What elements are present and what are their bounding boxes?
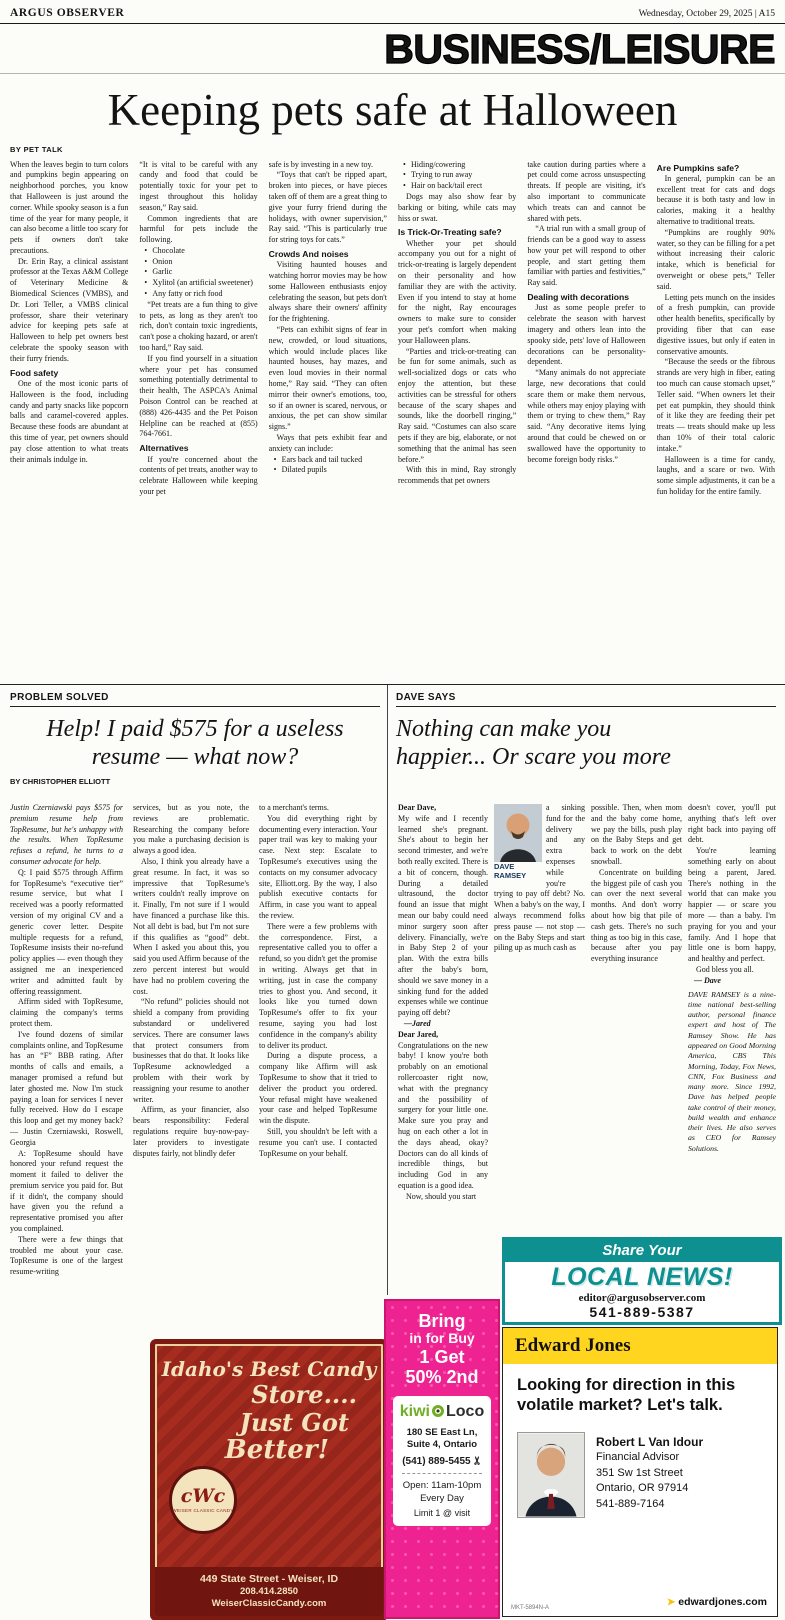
article-paragraph: Dr. Erin Ray, a clinical assistant professor at the Texas A&M College of Veterinary Medicine & Biomedical Sciences (VMBS), and Dr. Lori Teller, a VMBS clinical professor, share their veterinary advice for keeping pets safe at Halloween to help pet owners best celebrate the spooky season with their furry friends. bbox=[10, 256, 129, 363]
candy-logo-monogram: cWc bbox=[180, 1485, 226, 1507]
article-paragraph: “It is vital to be careful with any candy and food that could be potentially toxic for your pet to ingest throughout this holiday season,” Ray said. bbox=[139, 159, 258, 212]
article-paragraph: Visiting haunted houses and watching horror movies may be how some Halloween enthusiasts enjoy celebrating the season, but pets don't always share their owners' affinity for the frightening. bbox=[268, 260, 387, 324]
kiwi-loco-logo bbox=[396, 1403, 488, 1421]
candy-logo-ring-text: WEISER CLASSIC CANDY bbox=[172, 1508, 234, 1513]
problem-solved-headline bbox=[10, 707, 380, 775]
kiwi-promo-line: 1 Get bbox=[419, 1346, 465, 1367]
article-paragraph: There were a few things that troubled me about your case. TopResume is one of the largest resume-writing bbox=[10, 1234, 123, 1277]
candy-website: WeiserClassicCandy.com bbox=[211, 1598, 327, 1609]
advisor-phone: 541-889-7164 bbox=[596, 1497, 665, 1510]
kiwi-slice-icon bbox=[432, 1405, 444, 1417]
article-paragraph: “Pet treats are a fun thing to give to pets, as long as they aren't too rich, don't contain toxic ingredients, can't pose a choking hazard, or aren't too hard,” Ray said. bbox=[139, 299, 258, 353]
article-paragraph: You're learning something early on about being a parent, Jared. There's nothing in the world that can make you happier — or scare you more — than a baby. I'm praying for you and your family. And I hope that little one is born happy, and healthy and perfect. bbox=[688, 846, 776, 964]
article-subhead: Are Pumpkins safe? bbox=[656, 162, 740, 173]
advisor-portrait-image bbox=[517, 1432, 585, 1518]
article-paragraph: safe is by investing in a new toy. bbox=[268, 159, 374, 169]
article-paragraph: If you're concerned about the contents of pet treats, another way to celebrate Halloween while keeping your pet bbox=[139, 454, 258, 496]
article-paragraph: “A trial run with a small group of friends can be a good way to assess how your pet will respond to other people, and start getting them familiar with parties and festivities,” Ray said. bbox=[527, 224, 646, 288]
article-paragraph: Whether your pet should accompany you out for a night of trick-or-treating is largely dependent on their personality and how familiar they are with the activity. Even if you intend to stay at home for the night, Ray encourages owners to make sure to consider your pet's comfort when making your Halloween plans. bbox=[397, 238, 517, 345]
article-paragraph: “Because the seeds or the fibrous strands are very high in fiber, eating too much can cause stomach upset,” Teller said. “When owners let their pet eat pumpkin, they should think of it like they are feeding their pet treats — treats should make up less than 10% of their total caloric intake.” bbox=[656, 357, 775, 453]
edward-jones-website: ➤ edwardjones.com bbox=[666, 1596, 767, 1608]
article-paragraph: “No refund” policies should not shield a company from providing substandard or undelivered services. There are consumer laws that protect consumers from businesses that do that. It looks like TopResume acknowledged a problem with their work by reassigning your resume to another writer. bbox=[133, 997, 249, 1104]
kiwi-address bbox=[396, 1427, 488, 1452]
article-paragraph: When the leaves begin to turn colors and pumpkins begin appearing on neighborhood porches, you know that Halloween is just around the corner. While spooky season is a fun time of the year for many people, it can also become a little too scary for pets if owners don't take precautions. bbox=[10, 159, 129, 255]
article-paragraph: With this in mind, Ray strongly recommends that pet owners bbox=[397, 465, 517, 486]
article-paragraph: I've found dozens of similar complaints online, and TopResume has an “F” BBB rating. After months of calls and emails, a manager promised a refund but later ghosted me. Now I'm stuck paying a loan for services I never fully received. How do I escape this loop and get my money back? — Justin Czerniawski, Roswell, Georgia bbox=[10, 1029, 123, 1147]
candy-ad-script-line: Just Got bbox=[239, 1407, 349, 1437]
article-paragraph: Still, you shouldn't be left with a resume you can't use. I contacted TopResume on your behalf. bbox=[259, 1126, 377, 1158]
article-paragraph: “Parties and trick-or-treating can be fun for some animals, such as well-socialized dogs or cats who enjoy the attention, but these activities can be stressful for others because of the scary shapes and sounds, like the doorbell ringing,” Ray said. “Costumes can also scare pets if they are big, elaborate, or not something that the animal has seen before.” bbox=[397, 346, 517, 464]
headline-line: resume — what now? bbox=[91, 744, 299, 771]
pet-article-column-3 bbox=[269, 160, 387, 672]
article-paragraph: Just as some people prefer to celebrate the season with harvest imagery and others lean into the spooky side, pets' love of Halloween decorations can be personality-dependent. bbox=[527, 303, 646, 367]
advisor-address-line: 351 Sw 1st Street bbox=[596, 1466, 683, 1479]
article-paragraph: Ways that pets exhibit fear and anxiety can include: bbox=[268, 432, 387, 453]
problem-solved-column-3 bbox=[259, 803, 377, 1331]
pet-article-column-2 bbox=[139, 160, 257, 672]
photo-caption: DAVE RAMSEY bbox=[494, 862, 527, 880]
article-paragraph: • Any fatty or rich food bbox=[139, 289, 257, 300]
kiwi-address-line: Suite 4, Ontario bbox=[406, 1439, 478, 1451]
newspaper-name: ARGUS OBSERVER bbox=[10, 7, 125, 19]
weiser-candy-logo bbox=[169, 1466, 237, 1534]
article-paragraph: “Toys that can't be ripped apart, broken into pieces, or have pieces taken off of them are a great thing to give your furry friend during the holidays, with owner supervision,” Ray said. “This is particularly true for string toys for cats.” bbox=[268, 170, 387, 245]
article-paragraph: Concentrate on building the biggest pile of cash you can over the next several months. And don't worry about how big that pile of cash gets. There's no such thing as too big in this case, because after you pay everything insurance bbox=[591, 867, 682, 964]
article-paragraph: Congratulations on the new baby! I know you're both probably on an emotional rollercoaster right now, what with the pregnancy and the possibility of surgery for your little one. Make sure you pray and hug on each other a lot in the days ahead, okay? Doctors can do all kinds of incredible things, but including God in any equation is a good idea. bbox=[398, 1040, 488, 1190]
edward-jones-ad bbox=[502, 1327, 778, 1617]
kiwi-hours bbox=[396, 1480, 488, 1506]
section-banner: BUSINESS/LEISURE bbox=[0, 24, 785, 74]
edward-jones-logo-band bbox=[503, 1328, 777, 1364]
kiwi-promo-line: in for Buy bbox=[409, 1330, 475, 1347]
headline-line: happier... Or scare you more bbox=[396, 744, 671, 771]
candy-phone: 208.414.2850 bbox=[239, 1586, 299, 1597]
article-paragraph: • Trying to run away bbox=[398, 170, 516, 181]
local-news-email: editor@argusobserver.com bbox=[578, 1291, 706, 1304]
article-subhead: Alternatives bbox=[139, 443, 189, 454]
article-paragraph: • Xylitol (an artificial sweetener) bbox=[139, 278, 257, 289]
article-paragraph: —Jared bbox=[404, 1018, 431, 1028]
advisor-block bbox=[503, 1422, 777, 1518]
problem-solved-byline: BY CHRISTOPHER ELLIOTT bbox=[10, 776, 111, 786]
article-paragraph: Dear Jared, bbox=[398, 1029, 439, 1039]
local-news-ad-header: Share Your bbox=[505, 1240, 779, 1262]
article-paragraph: Letting pets munch on the insides of a fresh pumpkin, can provide other health benefits, specifically by providing fiber that can ease digestive issues, but only if eaten in conservative amounts. bbox=[656, 292, 775, 356]
dave-column-1 bbox=[398, 803, 488, 1295]
article-paragraph: God bless you all. bbox=[696, 964, 754, 974]
dave-ramsey-portrait-image bbox=[494, 804, 542, 862]
advisor-role: Financial Advisor bbox=[596, 1451, 680, 1464]
issue-date: Wednesday, October 29, 2025 | A15 bbox=[638, 9, 775, 19]
article-paragraph: “Pets can exhibit signs of fear in new, crowded, or loud situations, which would include places like haunted houses, hay mazes, and even loud movies in their normal home,” Ray said. “They can often mirror their owner's emotions, too, so if an owner is scared, nervous, or anxious, the pet can show similar signs.” bbox=[268, 324, 387, 432]
article-paragraph: If you find yourself in a situation where your pet has consumed something potentially detrimental to their health, The ASPCA's Animal Poison Control can be reached at (888) 426-4435 and the Pet Poison Helpline can be reached at (855) 764-7661. bbox=[139, 353, 258, 439]
kiwi-hours-line: Every Day bbox=[420, 1492, 464, 1504]
dave-says-kicker: DAVE SAYS bbox=[396, 687, 776, 707]
article-paragraph: One of the most iconic parts of Halloween is the food, including candy and party snacks like popcorn balls and caramel-covered apples. Because these foods are abundant at this time of year, pet owners should pay close attention to what treats their animals indulge in. bbox=[10, 378, 129, 464]
article-paragraph: • Dilated pupils bbox=[269, 465, 387, 476]
main-headline: Keeping pets safe at Halloween bbox=[107, 85, 678, 136]
candy-ad-script-line: Better! bbox=[224, 1435, 329, 1466]
article-paragraph: • Hair on back/tail erect bbox=[398, 181, 516, 192]
article-paragraph: Affirm, as your financier, also bears responsibility: Federal regulations require buy-now-pay-later providers to investigate disputes fairly, not blindly defer bbox=[133, 1105, 249, 1158]
article-paragraph: • Ears back and tail tucked bbox=[269, 455, 387, 466]
edward-jones-headline: Looking for direction in this volatile market? Let's talk. bbox=[517, 1376, 736, 1414]
article-paragraph: doesn't cover, you'll put anything that's left over right back into paying off debt. bbox=[688, 803, 776, 845]
article-paragraph: Common ingredients that are harmful for pets include the following. bbox=[139, 213, 258, 245]
article-paragraph: My wife and I recently learned she's pregnant. She's about to begin her second trimester, and we're both really excited. There is a bit of concern, though. During a detailed ultrasound, the doctor found an issue that might mean our baby could need minor surgery soon after delivery. Financially, we're in Baby Step 2 of your plan. With the extra bills after the baby's born, should we save money in a sinking fund for the added expenses while we continue paying off debt? bbox=[398, 813, 488, 1018]
dave-says-header bbox=[396, 687, 776, 775]
kiwi-loco-ad bbox=[384, 1299, 500, 1619]
loco-brand-text: Loco bbox=[446, 1403, 485, 1421]
advisor-name: Robert L Van Idour bbox=[596, 1434, 704, 1449]
article-paragraph: Dear Dave, bbox=[398, 803, 437, 812]
local-news-phone: 541-889-5387 bbox=[589, 1303, 695, 1320]
article-paragraph: Justin Czerniawski pays $575 for premium resume help from TopResume, but he's unhappy with the results. When TopResume refuses a refund, he turns to a consumer advocate for help. bbox=[10, 803, 123, 866]
article-paragraph: • Garlic bbox=[139, 267, 257, 278]
article-paragraph: • Onion bbox=[139, 257, 257, 268]
article-paragraph: take caution during parties where a pet could come across unsuspecting threats. If people are visiting, it's also important to communicate which treats can and cannot be shared with pets. bbox=[527, 159, 646, 223]
problem-solved-kicker: PROBLEM SOLVED bbox=[10, 687, 380, 707]
kiwi-brand-text: kiwi bbox=[399, 1403, 430, 1421]
article-paragraph: There were a few problems with the correspondence. First, a representative called you to offer a refund, so you didn't get the promise in writing. Always get that in writing, just in case the company tries to ghost you. And second, it looks like you turned down TopResume's offer to fix your resume, saying you had lost confidence in the company's ability to deliver its product. bbox=[259, 921, 377, 1050]
problem-solved-column-1 bbox=[10, 803, 123, 1611]
pet-article-column-5 bbox=[527, 160, 645, 672]
article-subhead: Dealing with decorations bbox=[527, 292, 630, 303]
coupon-dashed-line bbox=[402, 1473, 482, 1474]
article-subhead: Is Trick-Or-Treating safe? bbox=[397, 227, 502, 238]
pet-article-column-6 bbox=[657, 160, 775, 672]
dave-says-headline bbox=[396, 707, 776, 775]
edward-jones-logo: Edward Jones bbox=[515, 1335, 631, 1356]
pet-article-column-1 bbox=[10, 160, 128, 672]
article-paragraph: a sinking fund for the delivery and any extra expenses while you're trying to pay off debt? No. When a baby's on the way, I always recommend folks press pause — not stop — on the Baby Steps and start piling up as much cash as bbox=[494, 803, 585, 953]
headline-line: Help! I paid $575 for a useless bbox=[46, 716, 344, 742]
candy-ad-script-line: Idaho's Best Candy bbox=[161, 1357, 377, 1381]
weiser-candy-ad bbox=[150, 1339, 388, 1620]
article-paragraph: — Dave bbox=[694, 975, 721, 985]
article-paragraph: Halloween is a time for candy, laughs, and a scare or two. With some simple adjustments, it can be a fun holiday for the entire family. bbox=[656, 454, 775, 496]
article-paragraph: Affirm sided with TopResume, claiming the company's terms protect them. bbox=[10, 997, 123, 1028]
article-paragraph: services, but as you note, the reviews are problematic. Researching the company before you make a purchasing decision is always a good idea. bbox=[133, 803, 249, 856]
dave-column-2 bbox=[494, 803, 585, 1235]
candy-address: 449 State Street - Weiser, ID bbox=[199, 1573, 339, 1585]
article-paragraph: • Hiding/cowering bbox=[398, 160, 516, 171]
masthead bbox=[0, 0, 785, 24]
article-paragraph: Now, should you start bbox=[406, 1191, 477, 1201]
kiwi-info-panel bbox=[393, 1396, 491, 1526]
kiwi-limit-note: Limit 1 @ visit bbox=[413, 1508, 471, 1519]
article-paragraph: You did everything right by documenting every interaction. Your paper trail was key to making your case. Next step: Escalate to TopResume's executives using the contacts on my consumer advocacy site, Elliott.org. By the way, I also publish executive contacts for Affirm, in case you want to appeal the review. bbox=[259, 813, 377, 920]
kiwi-address-line: 180 SE East Ln, bbox=[406, 1427, 478, 1439]
column-divider-rule bbox=[387, 685, 388, 1295]
advisor-photo bbox=[517, 1432, 585, 1518]
article-paragraph: “Many animals do not appreciate large, new decorations that could scare them or make them nervous, while others may enjoy playing with them or trying to chew them,” Ray said. “Any decorative items lying around that could be chewed on or swallowed have the opportunity to become foreign body risks.” bbox=[527, 368, 646, 464]
article-subhead: Crowds And noises bbox=[268, 248, 349, 259]
article-paragraph: “Pumpkins are roughly 90% water, so they can be filling for a pet without increasing their caloric intake, which is beneficial for overweight or obese pets,” Teller said. bbox=[656, 227, 775, 291]
scissors-icon: ✂ bbox=[471, 1455, 484, 1465]
bottom-section bbox=[0, 684, 785, 1620]
local-news-ad-title: LOCAL NEWS! bbox=[551, 1263, 733, 1291]
dave-column-3 bbox=[591, 803, 682, 1235]
article-paragraph: Also, I think you already have a great resume. In fact, it was so impressive that TopResume's writers couldn't really improve on it. Finally, I'm not sure if I would have financed a purchase like this. Not all debt is bad, but I'm not sure if this qualifies as “good” debt. When I asked you about this, you said you used Affirm because of the zero percent interest but would have had no problem covering the cost. bbox=[133, 856, 249, 996]
kiwi-promo-line: Bring bbox=[418, 1311, 466, 1331]
pet-article-columns bbox=[0, 158, 785, 672]
kiwi-promo-line: 50% 2nd bbox=[405, 1366, 479, 1387]
arrow-icon: ➤ bbox=[666, 1597, 676, 1608]
kiwi-phone: (541) 889-5455✂ bbox=[402, 1455, 484, 1467]
kiwi-promo-text bbox=[386, 1301, 498, 1387]
article-paragraph: During a dispute process, a company like Affirm will ask TopResume to show that it tried to deliver the product you ordered. Your refusal might have weakened your case and helped TopResume win the dispute. bbox=[259, 1051, 377, 1126]
article-paragraph: A: TopResume should have honored your refund request the moment it failed to deliver the premium service you paid for. But if it didn't, the company should have given you the refund a representative promised you after you complained. bbox=[10, 1148, 123, 1234]
local-news-ad bbox=[502, 1237, 782, 1325]
article-paragraph: possible. Then, when mom and the baby come home, we pay the bills, push play on the Baby Steps and get back to work on the debt snowball. bbox=[591, 803, 682, 866]
dave-column-4 bbox=[688, 803, 776, 1235]
pet-article-column-4 bbox=[398, 160, 516, 672]
kiwi-hours-line: Open: 11am-10pm bbox=[402, 1479, 482, 1491]
pet-article-byline: BY PET TALK bbox=[10, 144, 63, 154]
article-paragraph: to a merchant's terms. bbox=[259, 803, 329, 812]
candy-ad-script-line: Store.... bbox=[251, 1380, 357, 1409]
article-paragraph: DAVE RAMSEY is a nine-time national best-selling author, personal finance expert and host of The Ramsey Show. He has appeared on Good Morning America, CBS This Morning, Today, Fox News, CNN, Fox Business and many more. Since 1992, Dave has helped people take control of their money, build wealth and enhance their lives. He also serves as CEO for Ramsey Solutions. bbox=[688, 989, 776, 1153]
problem-solved-header bbox=[10, 687, 380, 790]
headline-line: Nothing can make you bbox=[396, 716, 612, 742]
article-paragraph: In general, pumpkin can be an excellent treat for cats and dogs because it is both tasty and low in calories, making it a healthy alternative to traditional treats. bbox=[656, 173, 775, 227]
article-paragraph: Dogs may also show fear by barking or biting, while cats may hiss or swat. bbox=[397, 191, 517, 223]
dave-ramsey-photo bbox=[494, 804, 542, 880]
ad-code: MKT-5894N-A bbox=[511, 1605, 550, 1611]
candy-ad-footer bbox=[155, 1567, 383, 1616]
advisor-info bbox=[596, 1432, 703, 1518]
advisor-address-line: Ontario, OR 97914 bbox=[596, 1482, 689, 1495]
problem-solved-column-2 bbox=[133, 803, 249, 1331]
article-paragraph: Q: I paid $575 through Affirm for TopResume's “executive tier” resume service, but what I received was a poorly reformatted version of my original CV and a generic cover letter. Despite multiple requests for a refund, TopResume insists their no-refund policy applies — even though they assigned me an inexperienced writer and admitted fault by offering reassignment. bbox=[10, 867, 123, 996]
article-paragraph: • Chocolate bbox=[139, 246, 257, 257]
article-subhead: Food safety bbox=[10, 367, 59, 378]
